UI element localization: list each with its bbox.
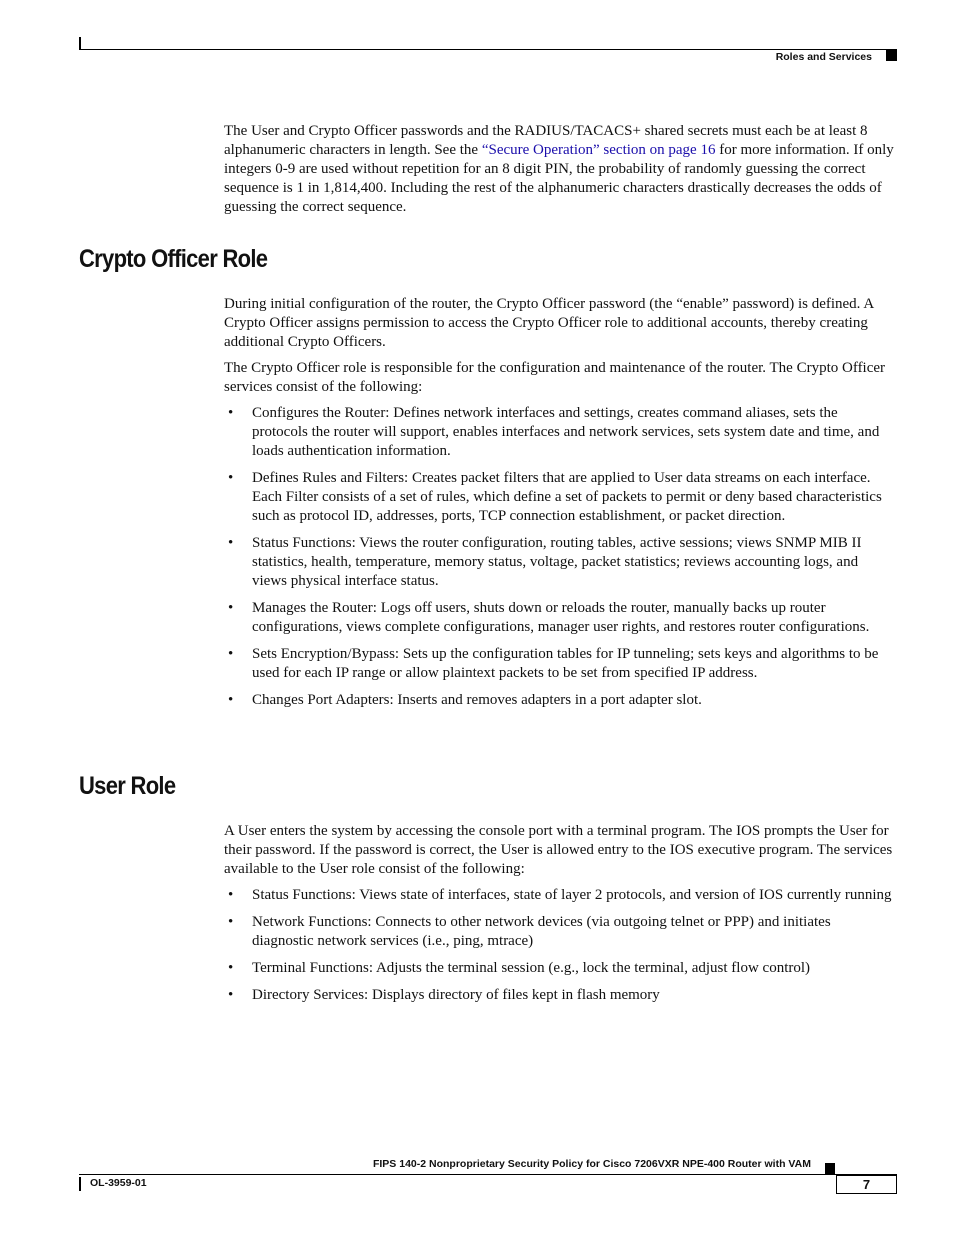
crypto-officer-services-list [224,404,896,718]
footer-rule [79,1174,897,1175]
intro-text-start: The User and Crypto Officer passwords and the RADIUS/TACACS+ shared secrets must each be at least 8 alphanumeric characters in length. See the [224,123,868,158]
user-role-paragraph: A User enters the system by accessing the console port with a terminal program. The IOS prompts the User for their password. If the password is correct, the User is allowed entry to the IOS executive program. The services available to the User role consist of the following: [224,823,893,877]
footer-marker [825,1163,835,1174]
page-number: 7 [836,1175,897,1194]
footer-document-title: FIPS 140-2 Nonproprietary Security Policy for Cisco 7206VXR NPE-400 Router with VAM [372,1158,811,1170]
bullet-icon: • [228,600,234,616]
bullet-icon: • [228,914,234,930]
list-item: • Configures the Router: Defines network interfaces and settings, creates command aliases, sets the protocols the router will support, enables interfaces and network services, sets system date and time, and loads authentication information. [228,405,880,459]
intro-paragraph [224,122,896,217]
bullet-icon: • [228,405,234,421]
list-item: • Status Functions: Views state of interfaces, state of layer 2 protocols, and version of IOS currently running [228,887,892,903]
crypto-officer-paragraph-2: The Crypto Officer role is responsible for the configuration and maintenance of the router. The Crypto Officer services consist of the following: [224,360,886,395]
bullet-icon: • [228,692,234,708]
list-item: • Directory Services: Displays directory of files kept in flash memory [228,987,660,1003]
header-section-title: Roles and Services [775,51,872,63]
intro-text-end: for more information. If only integers 0-9 are used without repetition for an 8 digit PIN, the probability of randomly guessing the correct sequence is 1 in 1,814,400. Including the rest of the alphanumeric characters drastically decreases the odds of guessing the correct sequence. [224,142,894,215]
secure-operation-link[interactable]: “Secure Operation” section on page 16 [481,142,716,158]
user-services-list [224,886,896,1013]
bullet-icon: • [228,987,234,1003]
list-item: • Network Functions: Connects to other network devices (via outgoing telnet or PPP) and initiates diagnostic network services (i.e., ping, mtrace) [228,914,831,949]
bullet-icon: • [228,887,234,903]
footer-doc-number: OL-3959-01 [90,1177,147,1189]
list-item: • Defines Rules and Filters: Creates packet filters that are applied to User data streams on each interface. Each Filter consists of a set of rules, which define a set of packets to permit or deny based characteristics such as protocol ID, addresses, ports, TCP connection establishment, or packet direction. [228,470,882,524]
header-rule [79,49,897,50]
bullet-icon: • [228,960,234,976]
bullet-icon: • [228,470,234,486]
list-item: • Terminal Functions: Adjusts the terminal session (e.g., lock the terminal, adjust flow control) [228,960,811,976]
crypto-officer-heading: Crypto Officer Role [79,245,268,273]
footer-rule-vertical [79,1177,81,1191]
user-role-heading: User Role [79,772,176,800]
list-item: • Status Functions: Views the router configuration, routing tables, active sessions; views SNMP MIB II statistics, health, temperature, memory status, voltage, packet statistics; reviews accounting logs, and views physical interface status. [228,535,862,589]
list-item: • Changes Port Adapters: Inserts and removes adapters in a port adapter slot. [228,692,702,708]
bullet-icon: • [228,646,234,662]
crypto-officer-paragraph-1: During initial configuration of the router, the Crypto Officer password (the “enable” password) is defined. A Crypto Officer assigns permission to access the Crypto Officer role to additional accounts, thereby creating additional Crypto Officers. [224,296,874,350]
header-marker [886,50,897,61]
list-item: • Sets Encryption/Bypass: Sets up the configuration tables for IP tunneling; sets keys and algorithms to be used for each IP range or allow plaintext packets to be set from specified IP address. [228,646,879,681]
list-item: • Manages the Router: Logs off users, shuts down or reloads the router, manually backs up router configurations, views complete configurations, manager user rights, and restores router configurations. [228,600,870,635]
bullet-icon: • [228,535,234,551]
